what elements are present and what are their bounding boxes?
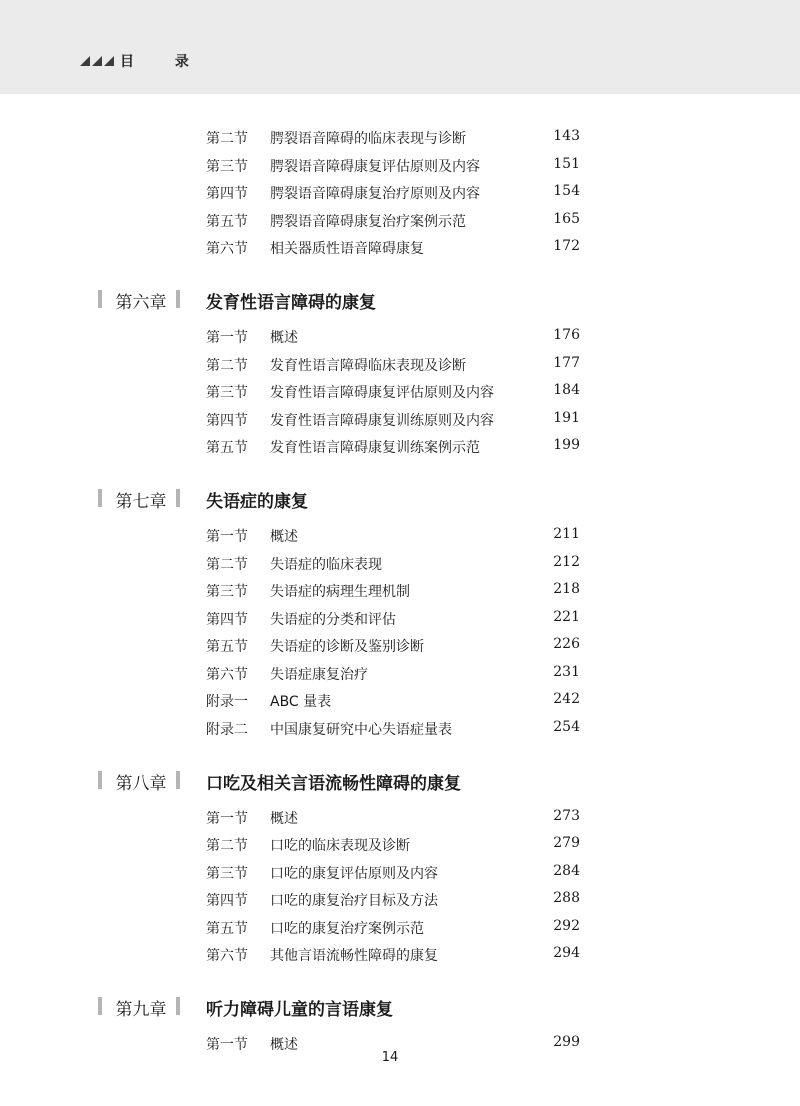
section-page-number: 211: [553, 526, 580, 542]
toc-entry[interactable]: [0, 890, 800, 910]
section-title: 失语症康复治疗: [270, 666, 368, 683]
chapter-heading[interactable]: [0, 995, 800, 1019]
section-page-number: 273: [553, 807, 580, 824]
chapter-bar-left: [98, 290, 102, 308]
section-title: 发育性语言障碍康复训练案例示范: [270, 440, 480, 456]
chapter-bar-right: [176, 489, 180, 507]
section-label: 第六节: [206, 948, 248, 964]
section-title: 相关器质性语音障碍康复: [270, 241, 424, 257]
toc-entry[interactable]: [0, 410, 800, 430]
toc-entry[interactable]: [0, 691, 800, 711]
section-page-number: 279: [553, 835, 580, 851]
section-page-number: 191: [553, 409, 580, 426]
toc-entry[interactable]: [0, 382, 800, 402]
section-page-number: 176: [553, 327, 580, 343]
section-label: 第五节: [206, 213, 248, 230]
section-label: 第五节: [206, 440, 248, 456]
section-title: 腭裂语音障碍康复治疗案例示范: [270, 213, 466, 230]
section-title: 口吃的康复治疗案例示范: [270, 920, 424, 937]
chapter-bar-left: [98, 489, 102, 507]
toc-entry[interactable]: [0, 156, 800, 176]
section-title: 概述: [270, 529, 298, 545]
section-label: 第二节: [206, 131, 248, 147]
section-page-number: 199: [553, 437, 580, 453]
toc-entry[interactable]: [0, 664, 800, 684]
chapter-title: 听力障碍儿童的言语康复: [206, 1000, 393, 1020]
section-title: 口吃的康复治疗目标及方法: [270, 893, 438, 909]
section-page-number: 254: [553, 718, 580, 735]
toc-entry[interactable]: [0, 719, 800, 739]
toc-entry[interactable]: [0, 355, 800, 375]
chapter-bar-right: [176, 290, 180, 308]
chapter-heading[interactable]: [0, 769, 800, 793]
section-title: 腭裂语音障碍的临床表现与诊断: [270, 131, 466, 147]
chapter-label: 第九章: [115, 1000, 167, 1020]
chapter-bar-left: [98, 997, 102, 1015]
section-label: 第五节: [206, 639, 248, 655]
section-label: 附录一: [206, 694, 248, 710]
section-title: 口吃的康复评估原则及内容: [270, 865, 438, 882]
chapter-label: 第七章: [115, 492, 167, 512]
section-title: 发育性语言障碍康复评估原则及内容: [270, 385, 494, 401]
section-label: 第四节: [206, 893, 248, 909]
section-label: 第三节: [206, 385, 248, 401]
section-label: 第三节: [206, 158, 248, 175]
toc-entry[interactable]: [0, 238, 800, 258]
chapter-bar-right: [176, 997, 180, 1015]
section-page-number: 294: [553, 945, 580, 961]
section-label: 第四节: [206, 412, 248, 429]
section-label: 第一节: [206, 810, 248, 827]
toc-entry[interactable]: [0, 636, 800, 656]
section-label: 第二节: [206, 357, 248, 374]
section-page-number: 284: [553, 862, 580, 879]
chapter-label: 第八章: [115, 773, 167, 794]
section-title: 失语症的诊断及鉴别诊断: [270, 639, 424, 655]
toc-entry[interactable]: [0, 581, 800, 601]
section-title: 概述: [270, 330, 298, 346]
section-title: 发育性语言障碍康复训练原则及内容: [270, 412, 494, 429]
section-label: 第一节: [206, 330, 248, 346]
section-page-number: 177: [553, 354, 580, 371]
toc-entry[interactable]: [0, 945, 800, 965]
chapter-heading[interactable]: [0, 487, 800, 511]
header-title: 目 录: [120, 54, 207, 70]
section-title: 中国康复研究中心失语症量表: [270, 721, 452, 738]
chapter-title: 发育性语言障碍的康复: [206, 293, 376, 313]
section-title: 失语症的分类和评估: [270, 611, 396, 628]
section-label: 附录二: [206, 721, 248, 738]
section-label: 第四节: [206, 611, 248, 628]
section-page-number: 154: [553, 183, 580, 199]
chapter-label: 第六章: [115, 293, 167, 313]
section-page-number: 226: [553, 636, 580, 652]
page-number: 14: [381, 1050, 399, 1065]
section-title: 其他言语流畅性障碍的康复: [270, 948, 438, 964]
toc-entry[interactable]: [0, 554, 800, 574]
toc-entry[interactable]: [0, 835, 800, 855]
toc-entry[interactable]: [0, 918, 800, 938]
section-page-number: 143: [553, 128, 580, 144]
section-label: 第一节: [206, 529, 248, 545]
section-page-number: 221: [553, 608, 580, 625]
section-label: 第六节: [206, 241, 248, 257]
section-title: 概述: [270, 810, 298, 827]
section-label: 第二节: [206, 838, 248, 854]
section-page-number: 212: [553, 553, 580, 570]
section-page-number: 172: [553, 238, 580, 254]
section-label: 第三节: [206, 865, 248, 882]
section-page-number: 165: [553, 210, 580, 227]
section-page-number: 288: [553, 890, 580, 906]
section-page-number: 292: [553, 917, 580, 934]
chapter-title: 失语症的康复: [206, 492, 308, 512]
section-title: 腭裂语音障碍康复评估原则及内容: [270, 158, 480, 175]
section-title: 概述: [270, 1037, 298, 1053]
toc-entry[interactable]: [0, 526, 800, 546]
toc-entry[interactable]: [0, 211, 800, 231]
toc-entry[interactable]: [0, 437, 800, 457]
section-label: 第五节: [206, 920, 248, 937]
triangle-icon: [104, 56, 114, 66]
triangle-icon: [80, 56, 90, 66]
chapter-bar-right: [176, 771, 180, 789]
page-header: [0, 0, 800, 94]
toc-entry[interactable]: [0, 128, 800, 148]
section-title: 失语症的病理生理机制: [270, 584, 410, 600]
section-title: 发育性语言障碍临床表现及诊断: [270, 357, 466, 374]
section-page-number: 299: [553, 1034, 580, 1050]
section-label: 第二节: [206, 556, 248, 573]
section-page-number: 218: [553, 581, 580, 597]
section-label: 第六节: [206, 666, 248, 683]
toc-entry[interactable]: [0, 183, 800, 203]
section-title: 失语症的临床表现: [270, 556, 382, 573]
section-label: 第一节: [206, 1037, 248, 1053]
section-label: 第四节: [206, 186, 248, 202]
section-title: 口吃的临床表现及诊断: [270, 838, 410, 854]
toc-entry[interactable]: [0, 863, 800, 883]
section-page-number: 151: [553, 155, 580, 172]
section-page-number: 231: [553, 663, 580, 680]
section-title: ABC 量表: [270, 694, 332, 710]
toc-entry[interactable]: [0, 808, 800, 828]
section-page-number: 242: [553, 691, 580, 707]
section-title: 腭裂语音障碍康复治疗原则及内容: [270, 186, 480, 202]
chapter-bar-left: [98, 771, 102, 789]
section-page-number: 184: [553, 382, 580, 398]
chapter-heading[interactable]: [0, 288, 800, 312]
chapter-title: 口吃及相关言语流畅性障碍的康复: [206, 773, 461, 794]
toc-entry[interactable]: [0, 327, 800, 347]
toc-entry[interactable]: [0, 609, 800, 629]
section-label: 第三节: [206, 584, 248, 600]
triangle-icon: [92, 56, 102, 66]
